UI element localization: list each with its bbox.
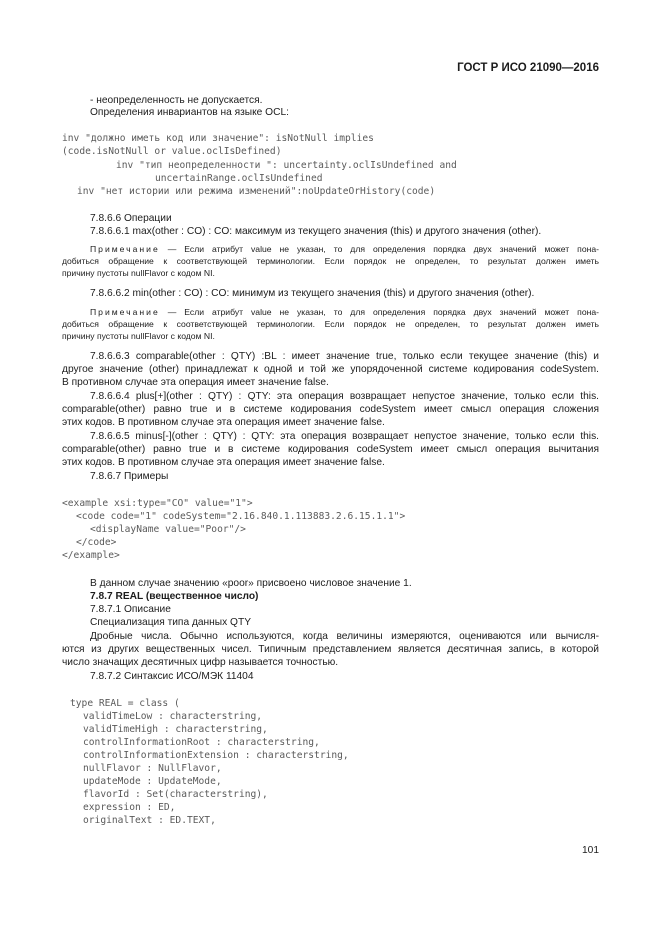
xml-line-4: </code> (76, 537, 117, 548)
syntax-heading: 7.8.7.2 Синтаксис ИСО/МЭК 11404 (90, 671, 254, 682)
description-heading: 7.8.7.1 Описание (90, 604, 171, 615)
xml-line-1: <example xsi:type="CO" value="1"> (62, 498, 253, 509)
ocl-line-5: inv "нет истории или режима изменений":noUpdateOrHistory(code) (77, 186, 436, 197)
note-label: Примечание (90, 307, 160, 317)
syntax-line-7: updateMode : UpdateMode, (83, 776, 222, 787)
description-para-line-3: число значащих десятичных цифр называется точностью. (62, 657, 339, 668)
op-min: 7.8.6.6.2 min(other : CO) : CO: минимум из текущего значения (this) и другого значения (other). (90, 288, 535, 299)
op-minus-line-2: comparable(other) равно true и в системе кодирования codeSystem имеет смысл операция вычитания (62, 444, 599, 455)
syntax-line-8: flavorId : Set(characterstring), (83, 789, 268, 800)
syntax-line-5: controlInformationExtension : characterstring, (83, 750, 349, 761)
op-minus-line-3: этих кодов. В противном случае эта операция имеет значение false. (62, 457, 385, 468)
intro-line-2: Определения инвариантов на языке OCL: (90, 107, 289, 118)
intro-line-1: - неопределенность не допускается. (90, 95, 263, 106)
syntax-line-2: validTimeLow : characterstring, (83, 711, 263, 722)
note-1-line-2: добиться обращение к соответствующей терминологии. Если порядок не определен, то результат должен иметь (62, 256, 599, 266)
ocl-line-3: inv "тип неопределенности ": uncertainty.oclIsUndefined and (116, 160, 457, 171)
note-2-line-3: причину пустоты nullFlavor с кодом NI. (62, 331, 215, 341)
syntax-line-9: expression : ED, (83, 802, 176, 813)
op-minus-line-1: 7.8.6.6.5 minus[-](other : QTY) : QTY: эта операция возвращает непустое значение, только если this. (90, 431, 599, 442)
note-2-line-2: добиться обращение к соответствующей терминологии. Если порядок не определен, то результат должен иметь (62, 319, 599, 329)
xml-line-2: <code code="1" codeSystem="2.16.840.1.113883.2.6.15.1.1"> (76, 511, 406, 522)
syntax-line-3: validTimeHigh : characterstring, (83, 724, 268, 735)
syntax-line-1: type REAL = class ( (70, 698, 180, 709)
ocl-line-1: inv "должно иметь код или значение": isNotNull implies (62, 133, 374, 144)
op-comparable-line-2: другое значение (other) принадлежат к одной и той же упорядоченной системе кодирования codeSystem. (62, 364, 599, 375)
note-1-line-1: Примечание — Если атрибут value не указан, то для определения порядка двух значений может пона- (90, 244, 599, 254)
op-comparable-line-3: В противном случае эта операция имеет значение false. (62, 377, 329, 388)
syntax-line-10: originalText : ED.TEXT, (83, 815, 216, 826)
note-1-line-3: причину пустоты nullFlavor с кодом NI. (62, 268, 215, 278)
op-plus-line-2: comparable(other) равно true и в системе кодирования codeSystem имеет смысл операция сложения (62, 404, 599, 415)
ops-heading: 7.8.6.6 Операции (90, 213, 172, 224)
op-plus-line-3: этих кодов. В противном случае эта операция имеет значение false. (62, 417, 385, 428)
note-label: Примечание (90, 244, 160, 254)
op-max: 7.8.6.6.1 max(other : CO) : CO: максимум из текущего значения (this) и другого значения (other). (90, 226, 542, 237)
syntax-line-4: controlInformationRoot : characterstring, (83, 737, 320, 748)
examples-heading: 7.8.6.7 Примеры (90, 471, 169, 482)
xml-line-3: <displayName value="Poor"/> (90, 524, 246, 535)
description-para-line-2: ются из других вещественных чисел. Типичным представлением является десятичная запись, в которой (62, 644, 599, 655)
description-para-line-1: Дробные числа. Обычно используются, когда величины измеряются, оцениваются или вычисля- (90, 631, 599, 642)
note-2-line-1: Примечание — Если атрибут value не указан, то для определения порядка двух значений может пона- (90, 307, 599, 317)
op-comparable-line-1: 7.8.6.6.3 comparable(other : QTY) :BL : имеет значение true, только если текущее значение (this) и (90, 351, 599, 362)
syntax-line-6: nullFlavor : NullFlavor, (83, 763, 222, 774)
op-plus-line-1: 7.8.6.6.4 plus[+](other : QTY) : QTY: эта операция возвращает непустое значение, только если this. (90, 391, 599, 402)
example-explanation: В данном случае значению «poor» присвоено числовое значение 1. (90, 578, 412, 589)
xml-line-5: </example> (62, 550, 120, 561)
page-number: 101 (582, 845, 599, 856)
document-header: ГОСТ Р ИСО 21090—2016 (457, 62, 599, 74)
description-specialization: Специализация типа данных QTY (90, 617, 251, 628)
ocl-line-4: uncertainRange.oclIsUndefined (155, 173, 323, 184)
ocl-line-2: (code.isNotNull or value.oclIsDefined) (62, 146, 282, 157)
real-heading: 7.8.7 REAL (вещественное число) (90, 591, 259, 602)
